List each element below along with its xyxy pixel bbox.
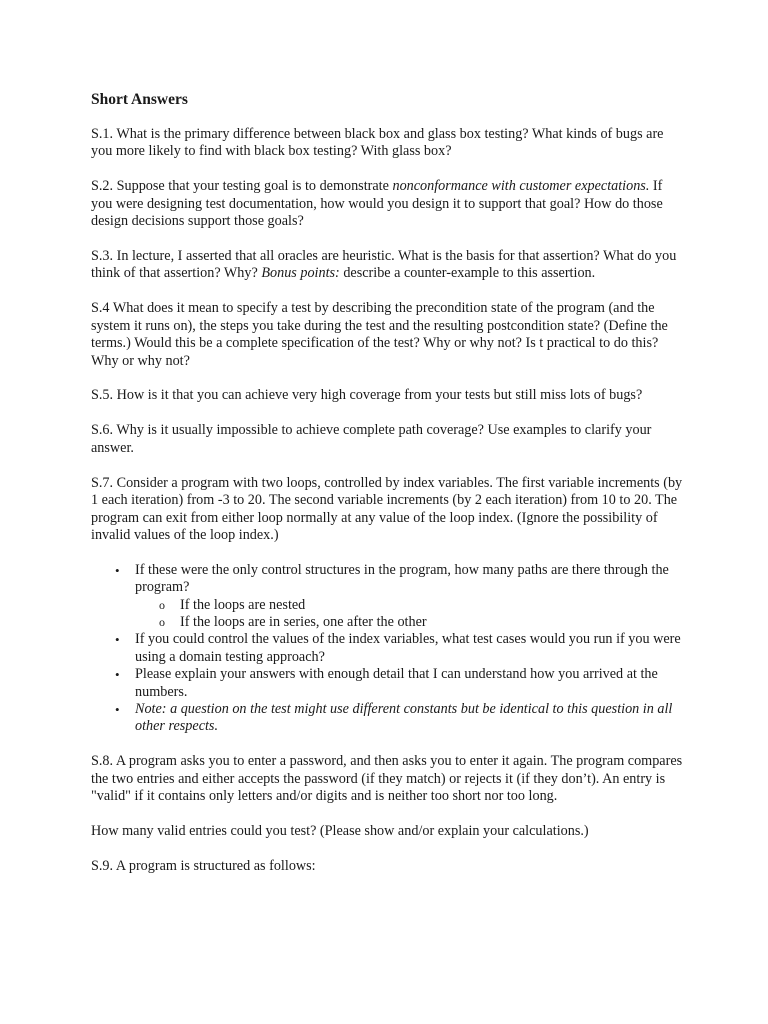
sub-bullet-list — [135, 597, 687, 632]
question-s2 — [91, 178, 687, 230]
bullet-item — [91, 701, 687, 736]
question-s6: S.6. Why is it usually impossible to achieve complete path coverage? Use examples to clarify your answer. — [91, 422, 652, 456]
question-s2-text-start: S.2. Suppose that your testing goal is to demonstrate — [91, 178, 393, 195]
bullet-item-note: Note: a question on the test might use different constants but be identical to this question in all other respects. — [135, 701, 673, 735]
question-s3 — [91, 248, 687, 283]
question-s2-emphasis: nonconformance with customer expectations. — [392, 178, 650, 195]
question-s2-text-end: If you were designing test documentation, how would you design it to support that goal? How do those design decisions support those goals? — [91, 178, 663, 230]
bullet-item — [91, 562, 687, 632]
sub-bullet-item: o If the loops are nested — [135, 597, 687, 614]
question-s3-emphasis: Bonus points: — [261, 265, 340, 282]
bullet-item-text: If you could control the values of the index variables, what test cases would you run if you were using a domain testing approach? — [135, 631, 681, 665]
sub-bullet-item: o If the loops are in series, one after the other — [135, 614, 687, 631]
bullet-item — [91, 631, 687, 666]
question-s4: S.4 What does it mean to specify a test by describing the precondition state of the program (and the system it runs on), the steps you take during the test and the resulting postcondition state? (Define the terms.) Would this be a complete specification of the test? Why or why not? Is t practical to do this? Why or why not? — [91, 300, 668, 369]
question-s5: S.5. How is it that you can achieve very high coverage from your tests but still miss lots of bugs? — [91, 387, 643, 404]
bullet-item — [91, 666, 687, 701]
question-s8: S.8. A program asks you to enter a password, and then asks you to enter it again. The program compares the two entries and either accepts the password (if they match) or rejects it (if they don’t). An entry is "valid" if it contains only letters and/or digits and is neither too short nor too long. — [91, 753, 683, 805]
bullet-item-text: Please explain your answers with enough detail that I can understand how you arrived at the numbers. — [135, 666, 658, 700]
bullet-item-text: If these were the only control structures in the program, how many paths are there through the program? — [135, 561, 669, 596]
page-title: Short Answers — [91, 91, 188, 108]
question-s3-text-end: describe a counter-example to this assertion. — [339, 265, 596, 282]
question-s7-bullet-list — [91, 562, 687, 736]
question-s8-followup: How many valid entries could you test? (Please show and/or explain your calculations.) — [91, 823, 589, 840]
question-s9: S.9. A program is structured as follows: — [91, 858, 316, 874]
question-s1: S.1. What is the primary difference between black box and glass box testing? What kinds of bugs are you more likely to find with black box testing? With glass box? — [91, 126, 664, 160]
question-s3-text-start: S.3. In lecture, I asserted that all oracles are heuristic. What is the basis for that assertion? What do you think of that assertion? Why? — [91, 248, 677, 282]
document-page — [91, 90, 687, 893]
question-s7: S.7. Consider a program with two loops, controlled by index variables. The first variable increments (by 1 each iteration) from -3 to 20. The second variable increments (by 2 each iteration) from 10 to 20. The program can exit from either loop normally at any value of the loop index. (Ignore the possibility of invalid values of the loop index.) — [91, 474, 683, 543]
